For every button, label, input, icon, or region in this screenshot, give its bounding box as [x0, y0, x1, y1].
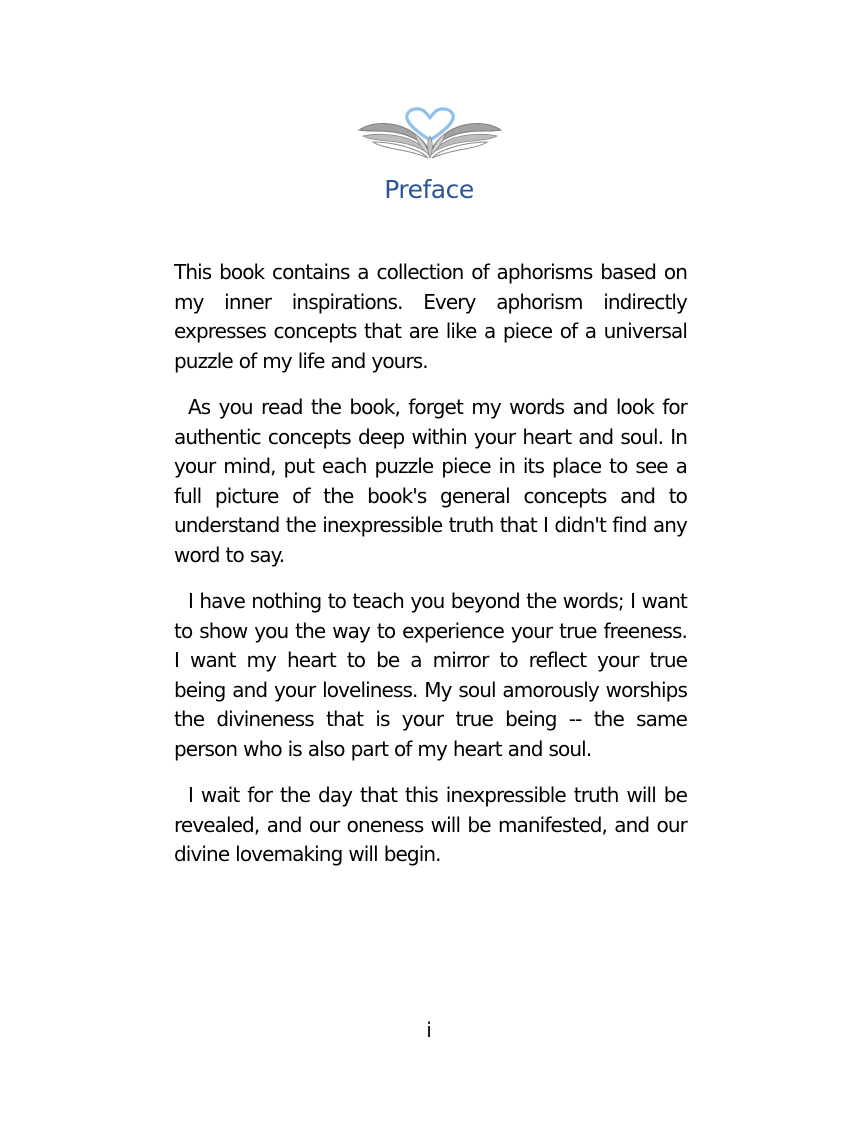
preface-body [174, 258, 687, 887]
paragraph: As you read the book, forget my words and look for authentic concepts deep within your heart and soul. In your mind, put each puzzle piece in its place to see a full picture of the book's general concepts and to understand the inexpressible truth that I didn't find any word to say. [174, 395, 687, 567]
paragraph: This book contains a collection of aphorisms based on my inner inspirations. Every aphorism indirectly expresses concepts that are like a piece of a universal puzzle of my life and yours. [174, 260, 687, 373]
heart-lotus-ornament-icon [357, 106, 503, 160]
page-number: i [426, 1018, 432, 1042]
paragraph: I have nothing to teach you beyond the words; I want to show you the way to experience your true freeness. I want my heart to be a mirror to reflect your true being and your loveliness. My soul amorously worships the divineness that is your true being -- the same person who is also part of my heart and soul. [174, 589, 687, 761]
paragraph: I wait for the day that this inexpressible truth will be revealed, and our oneness will be manifested, and our divine lovemaking will begin. [174, 783, 687, 866]
page-title: Preface [384, 175, 474, 204]
